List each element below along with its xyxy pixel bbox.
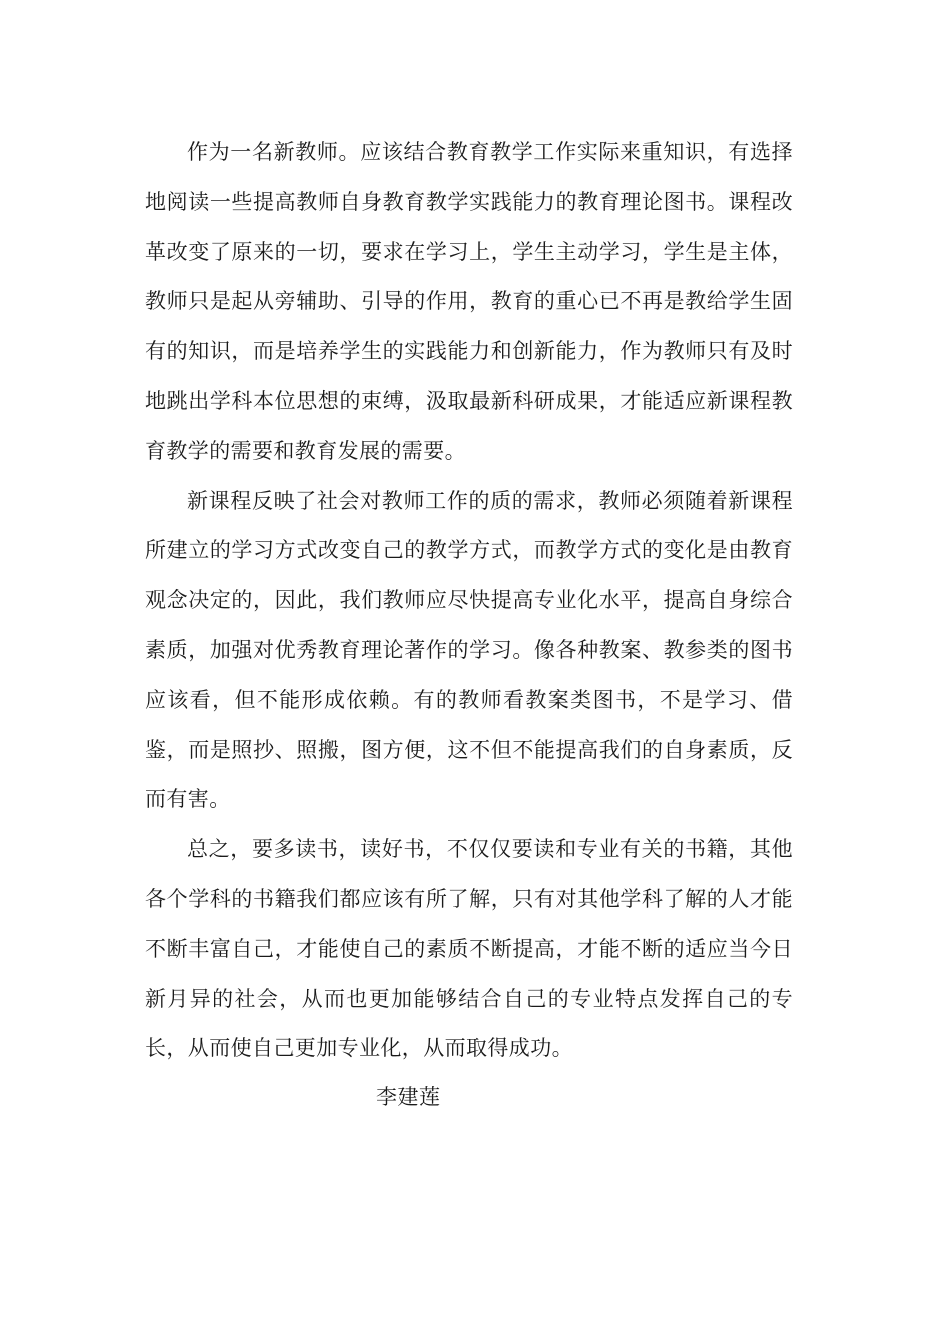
paragraph-1: 作为一名新教师。应该结合教育教学工作实际来重知识，有选择地阅读一些提高教师自身教育教学实践能力的教育理论图书。课程改革改变了原来的一切，要求在学习上，学生主动学习，学生是主体，教师只是起从旁辅助、引导的作用，教育的重心已不再是教给学生固有的知识，而是培养学生的实践能力和创新能力，作为教师只有及时地跳出学科本位思想的束缚，汲取最新科研成果，才能适应新课程教育教学的需要和教育发展的需要。 xyxy=(145,140,793,463)
author-signature: 李建莲 xyxy=(376,1085,441,1109)
paragraph-3: 总之，要多读书，读好书，不仅仅要读和专业有关的书籍，其他各个学科的书籍我们都应该有所了解，只有对其他学科了解的人才能不断丰富自己，才能使自己的素质不断提高，才能不断的适应当今日新月异的社会，从而也更加能够结合自己的专业特点发挥自己的专长，从而使自己更加专业化，从而取得成功。 xyxy=(145,837,793,1061)
document-body xyxy=(145,128,793,1074)
paragraph-2: 新课程反映了社会对教师工作的质的需求，教师必须随着新课程所建立的学习方式改变自己的教学方式，而教学方式的变化是由教育观念决定的，因此，我们教师应尽快提高专业化水平，提高自身综合素质，加强对优秀教育理论著作的学习。像各种教案、教参类的图书应该看，但不能形成依赖。有的教师看教案类图书，不是学习、借鉴，而是照抄、照搬，图方便，这不但不能提高我们的自身素质，反而有害。 xyxy=(145,488,793,812)
